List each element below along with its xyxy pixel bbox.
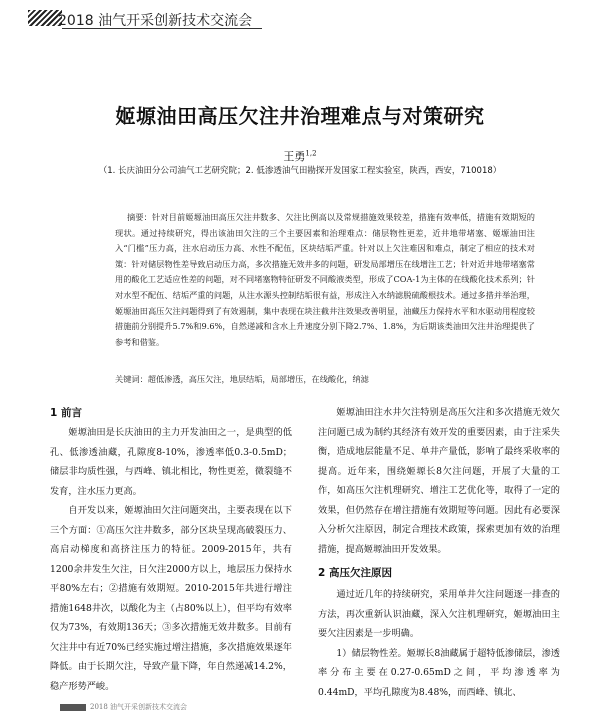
author-name: 王勇 [283,150,306,163]
footer-text: 2018 油气开采创新技术交流会 [90,703,188,711]
keywords [115,374,535,385]
abstract-label: 摘要： [127,212,152,222]
abstract [115,210,535,350]
footer-mark [60,704,86,711]
page-header [28,10,268,28]
left-column [50,403,292,696]
author-line [0,148,600,164]
page-footer [60,704,220,712]
header-hatch-decoration [28,10,62,26]
causes-paragraph-2: 1）储层物性差。姬塬长8油藏属于超特低渗储层，渗透率分布主要在0.27-0.65mD之间，平均渗透率为0.44mD，平均孔隙度为8.48%，而西峰、镇北、 [318,647,560,698]
keywords-text: 超低渗透，高压欠注，地层结垢，局部增压，在线酸化，纳滤 [147,374,369,384]
affiliation: （1. 长庆油田分公司油气工艺研究院；2. 低渗透油气田勘探开发国家工程实验室，陕西，西安，710018） [98,166,502,176]
intro-paragraph-2: 自开发以来，姬塬油田欠注问题突出，主要表现在以下三个方面：①高压欠注井数多，部分区块呈现高破裂压力、高启动梯度和高挤注压力的特征。2009-2015年，共有1200余井发生欠注，日欠注2000方以上，地层压力保持水平80%左右；②措施有效期短。2010-2015年共进行增注措施1648井次，以酸化为主（占80%以上），但平均有效率仅为73%，有效期136天；③多次措施无效井数多。目前有欠注井中有近70%已经实施过增注措施，多次措施效果逐年降低。由于长期欠注，导致产量下降，年自然递减14.2%，稳产形势严峻。 [50,505,292,692]
section-heading-causes: 2 高压欠注原因 [318,567,392,579]
keywords-label: 关键词： [115,374,148,384]
intro-paragraph-3: 姬塬油田注水井欠注特别是高压欠注和多次措施无效欠注问题已成为制约其经济有效开发的重要因素，由于注采失衡，造成地层能量不足、单井产量低，影响了最终采收率的提高。近年来，围绕姬塬长8欠注问题，开展了大量的工作，如高压欠注机理研究、增注工艺优化等，取得了一定的效果，但仍然存在增注措施有效期短等问题。因此有必要深入分析欠注原因，制定合理技术政策，探索更加有效的治理措施，提高姬塬油田开发效果。 [318,407,560,555]
intro-paragraph-1: 姬塬油田是长庆油田的主力开发油田之一，是典型的低孔、低渗透油藏，孔隙度8-10%，渗透率低0.3-0.5mD；储层非均质性强，与西峰、镇北相比，物性更差，微裂缝不发育，注水压力更高。 [50,427,292,497]
author-superscript: 1,2 [305,149,317,158]
abstract-text: 针对目前姬塬油田高压欠注井数多、欠注比例高以及常规措施效果较差，措施有效率低，措施有效期短的现状。通过持续研究，得出该油田欠注的三个主要因素和治理难点：储层物性更差，近井地带堵塞、姬塬油田注入“门槛”压力高，注水启动压力高、水性不配伍，区块结垢严重。针对以上欠注难因和难点，制定了相应的技术对策：针对储层物性差导致启动压力高，多次措施无效井多的问题，研发局部增压在线增注工艺；针对近井地带堵塞常用的酸化工艺适应性差的问题，对不同堵塞物特征研发不同酸液类型，形成了COA-1为主体的在线酸化技术系列；针对水型不配伍、结垢严重的问题，从注水源头控制结垢很有益，形成注入水纳滤脱硫酸根技术。通过多措并举治理，姬塬油田高压欠注问题得到了有效遏制，集中表现在块注截井注效果改善明显，油藏压力保持水平和水驱动用程度较措施前分别提升5.7%和9.6%，自然递减和含水上升速度分别下降2.7%、1.8%，为后期该类油田欠注井治理提供了参考和借鉴。 [115,212,535,347]
causes-paragraph-1: 通过近几年的持续研究，采用单井欠注问题逐一排查的方法，再次重新认识油藏，深入欠注机理研究，姬塬油田主要欠注因素是一步明确。 [318,589,560,639]
right-column [318,403,560,702]
header-rule [62,28,262,29]
header-title: 2018 油气开采创新技术交流会 [58,13,253,29]
section-heading-intro: 1 前言 [50,407,82,419]
paper-title: 姬塬油田高压欠注井治理难点与对策研究 [115,104,485,128]
